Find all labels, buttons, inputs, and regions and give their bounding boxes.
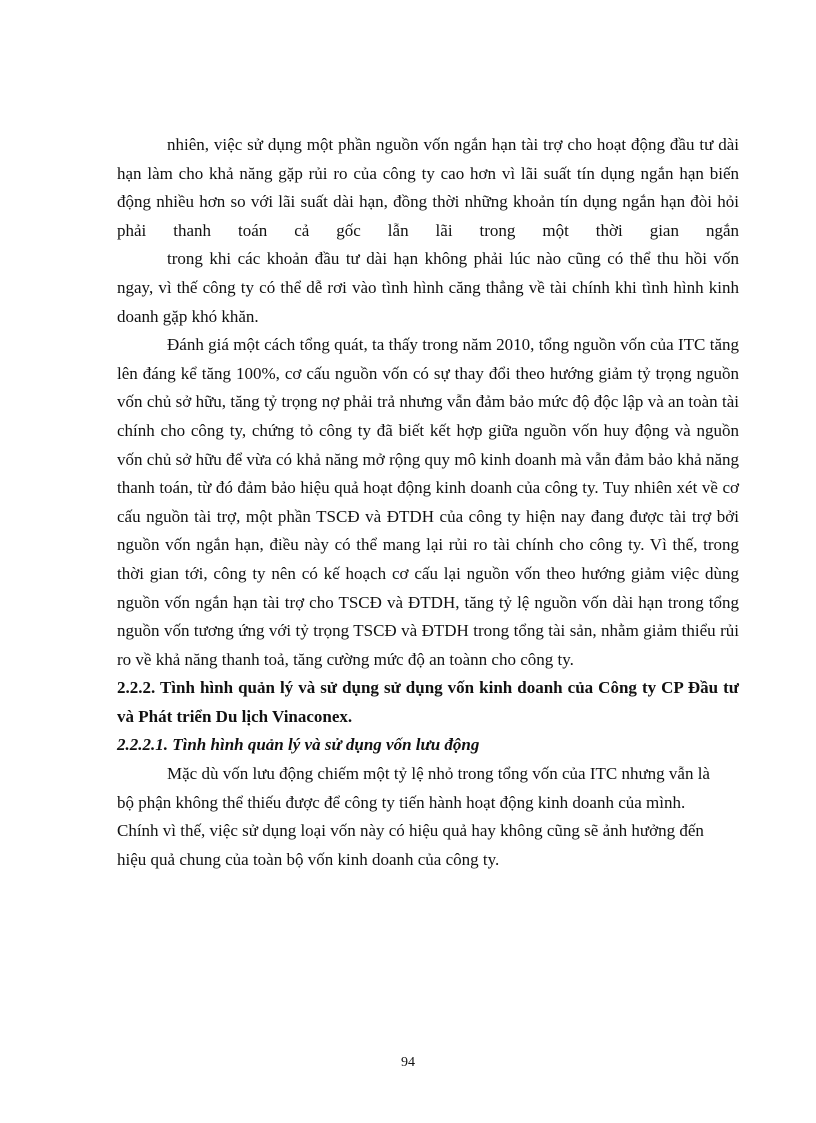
paragraph-summary: Đánh giá một cách tổng quát, ta thấy trong năm 2010, tổng nguồn vốn của ITC tăng lên đáng kể tăng 100%, cơ cấu nguồn vốn có sự thay đổi theo hướng giảm tỷ trọng nguồn vốn chủ sở hữu, tăng tỷ trọng nợ phải trả nhưng vẫn đảm bảo mức độ độc lập và an toàn tài chính cho công ty, chứng tỏ công ty đã biết kết hợp giữa nguồn vốn huy động và nguồn vốn chủ sở hữu để vừa có khả năng mở rộng quy mô kinh doanh mà vẫn đảm bảo khả năng thanh toán, từ đó đảm bảo hiệu quả hoạt động kinh doanh của công ty. Tuy nhiên xét về cơ cấu nguồn tài trợ, một phần TSCĐ và ĐTDH của công ty hiện nay đang được tài trợ bởi nguồn vốn ngắn hạn, điều này có thể mang lại rủi ro tài chính cho công ty. Vì thế, trong thời gian tới, công ty nên có kế hoạch cơ cấu lại nguồn vốn theo hướng giảm việc dùng nguồn vốn ngắn hạn tài trợ cho TSCĐ và ĐTDH, tăng tỷ lệ nguồn vốn dài hạn trong tổng nguồn vốn tương ứng với tỷ trọng TSCĐ và ĐTDH trong tổng tài sản, nhằm giảm thiểu rủi ro về khả năng thanh toả, tăng cường mức độ an toànn cho công ty. (117, 335, 739, 669)
paragraph-continuation-end: trong khi các khoản đầu tư dài hạn không phải lúc nào cũng có thể thu hồi vốn ngay, vì thế công ty có thể dễ rơi vào tình hình căng thẳng về tài chính khi tình hình kinh doanh gặp khó khăn. (117, 249, 739, 326)
page-number: 94 (401, 1055, 415, 1070)
paragraph-continuation: nhiên, việc sử dụng một phần nguồn vốn ngắn hạn tài trợ cho hoạt động đầu tư dài hạn làm cho khả năng gặp rủi ro của công ty cao hơn vì lãi suất tín dụng ngắn hạn biến động nhiều hơn so với lãi suất dài hạn, đồng thời những khoản tín dụng ngắn hạn đòi hỏi phải thanh toán cả gốc lẫn lãi trong một thời gian ngắn (117, 135, 739, 240)
page-content (117, 131, 739, 874)
subsection-heading: 2.2.2.1. Tình hình quản lý và sử dụng vốn lưu động (117, 735, 480, 755)
section-heading: 2.2.2. Tình hình quản lý và sử dụng sử dụng vốn kinh doanh của Công ty CP Đầu tư và Phát triển Du lịch Vinaconex. (117, 678, 739, 726)
paragraph-working-capital: Mặc dù vốn lưu động chiếm một tỷ lệ nhỏ trong tổng vốn của ITC nhưng vẫn là bộ phận không thể thiếu được để công ty tiến hành hoạt động kinh doanh của mình. Chính vì thế, việc sử dụng loại vốn này có hiệu quả hay không cũng sẽ ảnh hưởng đến hiệu quả chung của toàn bộ vốn kinh doanh của công ty. (117, 764, 710, 869)
